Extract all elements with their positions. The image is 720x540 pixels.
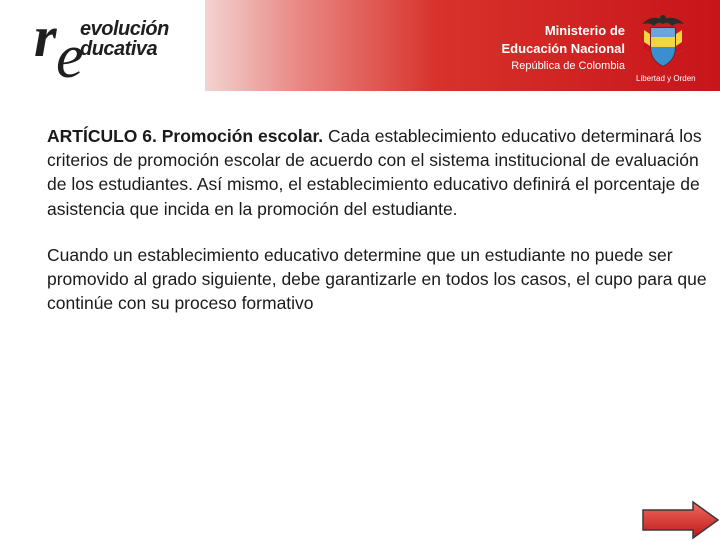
- logo-word-ducativa: ducativa: [80, 38, 158, 60]
- header-banner: [0, 0, 720, 91]
- paragraph-1: [47, 124, 717, 221]
- right-arrow-icon[interactable]: [641, 500, 720, 540]
- logo-word-evolucion: evolución: [80, 18, 169, 40]
- ministry-title: [501, 22, 625, 74]
- article-content: [47, 124, 717, 315]
- paragraph-1-body: Cada establecimiento educativo determinará los criterios de promoción escolar de acuerdo con el sistema institucional de evaluación de los estudiantes. Así mismo, el establecimiento educativo definirá el porcentaje de asistencia que incida en la promoción del estudiante.: [47, 126, 702, 219]
- ministry-line-1: Ministerio de: [544, 23, 625, 38]
- colombia-coat-of-arms-icon: [640, 10, 686, 72]
- revolucion-educativa-logo: [34, 4, 214, 91]
- paragraph-2: Cuando un establecimiento educativo determine que un estudiante no puede ser promovido al grado siguiente, debe garantizarle en todos los casos, el cupo para que continúe con su proceso formativo: [47, 244, 707, 314]
- ministry-line-2: Educación Nacional: [501, 41, 625, 56]
- logo-letter-r: r: [34, 4, 57, 69]
- motto-text: Libertad y Orden: [636, 74, 696, 83]
- article-title: ARTÍCULO 6. Promoción escolar.: [47, 126, 324, 146]
- logo-letter-e: e: [56, 23, 84, 91]
- ministry-line-3: República de Colombia: [511, 60, 625, 72]
